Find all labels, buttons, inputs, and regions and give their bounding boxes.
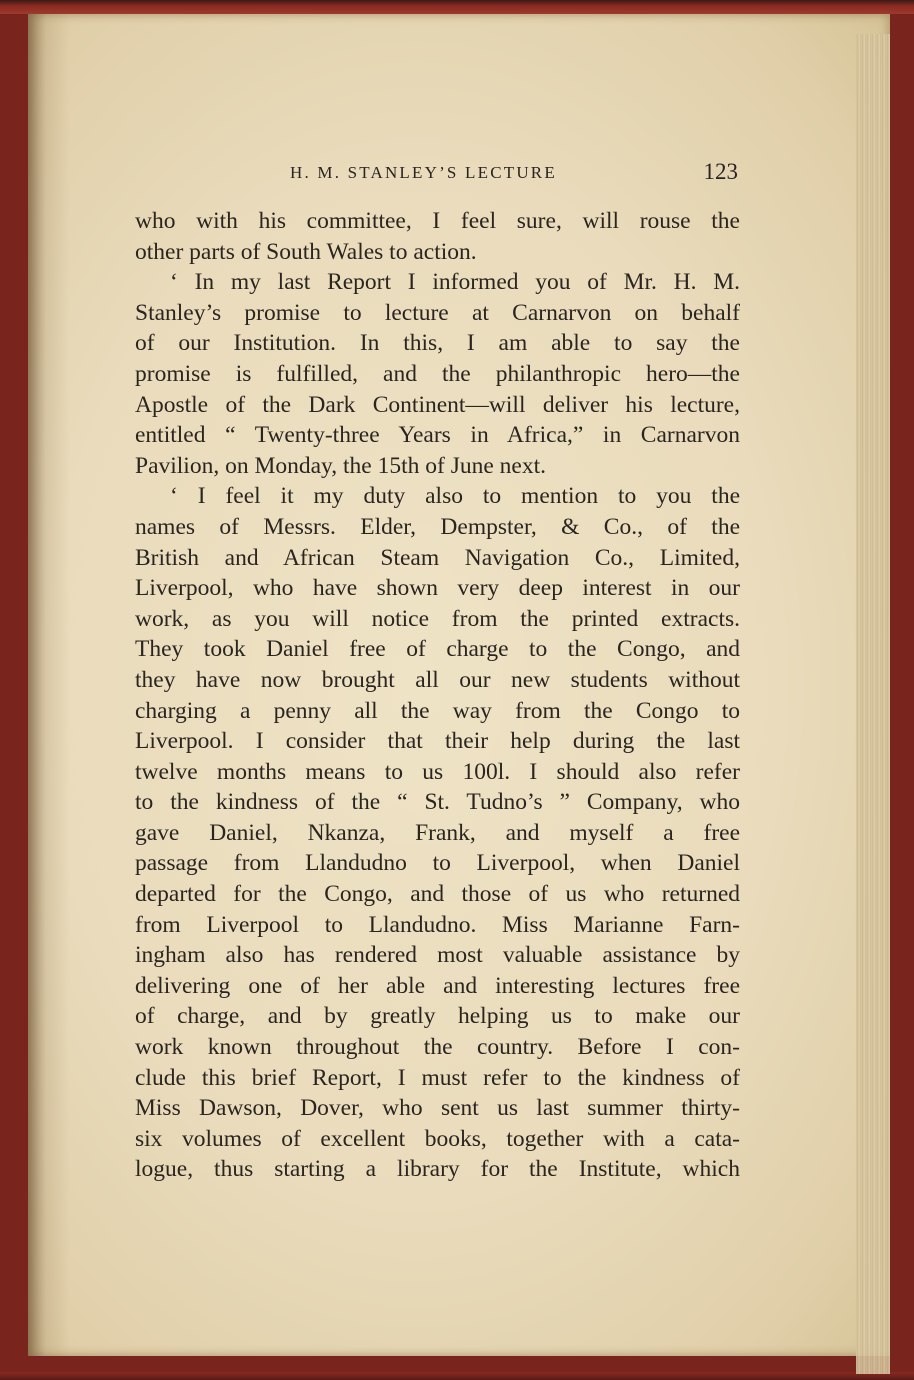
text-line: They took Daniel free of charge to the Congo, and — [135, 636, 740, 663]
text-line: logue, thus starting a library for the Institute, which — [135, 1156, 740, 1183]
text-line: entitled “ Twenty-three Years in Africa,” in Carnarvon — [135, 422, 740, 449]
text-line: ‘ I feel it my duty also to mention to you the — [170, 483, 740, 510]
text-line: Miss Dawson, Dover, who sent us last summer thirty- — [135, 1095, 740, 1122]
text-line: British and African Steam Navigation Co., Limited, — [135, 544, 740, 571]
text-line: gave Daniel, Nkanza, Frank, and myself a free — [135, 819, 740, 846]
running-title: H. M. STANLEY’S LECTURE — [290, 163, 557, 182]
text-line: from Liverpool to Llandudno. Miss Marianne Farn- — [135, 911, 740, 938]
text-line: of charge, and by greatly helping us to make our — [135, 1003, 740, 1030]
text-line: Apostle of the Dark Continent—will deliver his lecture, — [135, 391, 740, 418]
page-edges — [856, 34, 890, 1374]
text-line: passage from Llandudno to Liverpool, when Daniel — [135, 850, 740, 877]
text-line: Liverpool. I consider that their help during the last — [135, 728, 740, 755]
gutter-shadow — [28, 14, 70, 1356]
text-line: charging a penny all the way from the Congo to — [135, 697, 740, 724]
text-line: work known throughout the country. Before I con- — [135, 1034, 740, 1061]
text-line: to the kindness of the “ St. Tudno’s ” Company, who — [135, 789, 740, 816]
text-line: six volumes of excellent books, together with a cata- — [135, 1125, 740, 1152]
page-number: 123 — [703, 159, 738, 184]
text-line: ‘ In my last Report I informed you of Mr. H. M. — [170, 269, 740, 296]
text-line: Stanley’s promise to lecture at Carnarvon on behalf — [135, 299, 740, 326]
text-line: names of Messrs. Elder, Dempster, & Co., of the — [135, 513, 740, 540]
text-line: twelve months means to us 100l. I should also refer — [135, 758, 740, 785]
text-line: work, as you will notice from the printed extracts. — [135, 605, 740, 632]
text-line: other parts of South Wales to action. — [135, 238, 477, 265]
text-line: they have now brought all our new students without — [135, 666, 740, 693]
text-line: departed for the Congo, and those of us who returned — [135, 881, 740, 908]
text-line: Pavilion, on Monday, the 15th of June next. — [135, 452, 546, 479]
text-line: delivering one of her able and interesting lectures free — [135, 972, 740, 999]
text-line: who with his committee, I feel sure, will rouse the — [135, 208, 740, 234]
text-line: Liverpool, who have shown very deep interest in our — [135, 575, 740, 602]
text-line: of our Institution. In this, I am able to say the — [135, 330, 740, 357]
text-line: clude this brief Report, I must refer to the kindness of — [135, 1064, 740, 1091]
body-text — [135, 206, 740, 1185]
text-line: promise is fulfilled, and the philanthropic hero—the — [135, 360, 740, 387]
running-head — [290, 159, 740, 189]
text-line: ingham also has rendered most valuable assistance by — [135, 942, 740, 969]
